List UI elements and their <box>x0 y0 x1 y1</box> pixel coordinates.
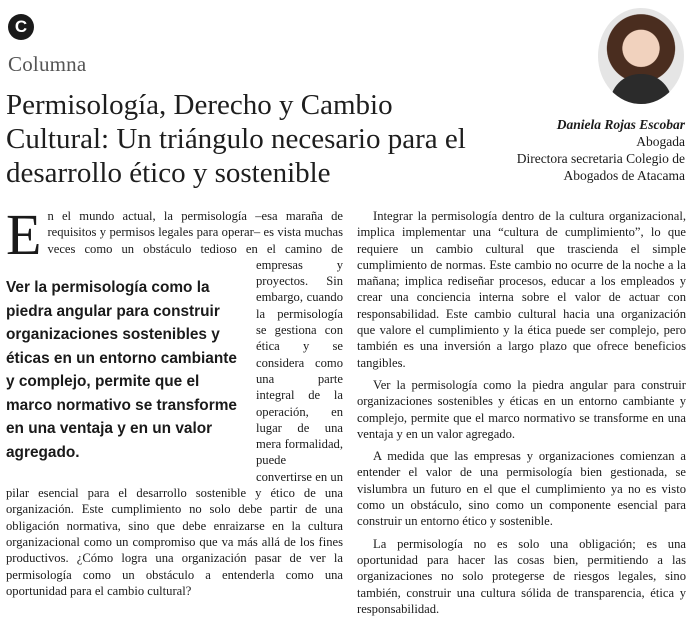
intro-paragraph: n el mundo actual, la permisología –esa maraña de requisitos y permisos legales para operar– es vista muchas veces como un obstáculo tedioso en el camino de empresas y proyectos. Sin embargo, cuando la permisología se gestiona con ética y se considera como una parte integral de la operación, en lugar de una mera formalidad, puede convertirse en un pilar esencial para el desarrollo sostenible y ético de una organización. Este cumplimiento no solo debe partir de una obligación normativa, sino que debe enraizarse en la cultura organizacional como un compromiso que va más allá de los fines productivos. ¿Cómo logra una organización pasar de ver la permisología como un obstáculo a entenderla como una oportunidad para el cambio cultural? <box>6 209 343 598</box>
drop-cap: E <box>6 202 42 267</box>
article-headline: Permisología, Derecho y Cambio Cultural: Un triángulo necesario para el desarrollo ético y sostenible <box>6 89 466 189</box>
pull-quote: Ver la permisología como la piedra angular para construir organizaciones sostenibles y éticas en un entorno cambiante y complejo, permite que el marco normativo se transforme en una ventaja y en un valor agregado. <box>6 279 237 461</box>
author-photo-shoulders <box>610 74 672 104</box>
body-paragraph-1: Integrar la permisología dentro de la cultura organizacional, implica implementar una “cultura de cumplimiento”, lo que requiere un cambio cultural que trascienda el simple cumplimiento de normas. Este cambio no ocurre de la noche a la mañana; implica rediseñar procesos, educar a los empleados y crear una conciencia interna sobre el valor de actuar con responsabilidad. Este cambio cultural hacia una organización que valore el cumplimiento y la ética puede ser complejo, pero también es una inversión a largo plazo que ofrece beneficios tangibles. <box>357 209 686 370</box>
author-photo <box>598 8 684 104</box>
author-name: Daniela Rojas Escobar <box>556 117 685 132</box>
author-position: Directora secretaria Colegio de Abogados de Atacama <box>516 151 685 183</box>
body-paragraph-4: La permisología no es solo una obligación; es una oportunidad para hacer las cosas bien, permitiendo a las organizaciones no solo protegerse de riesgos legales, sino también, construir una cultura sólida de transparencia, ética y responsabilidad. <box>357 536 686 616</box>
body-paragraph-2: Ver la permisología como la piedra angular para construir organizaciones sostenibles y éticas en un entorno cambiante y complejo, permite que el marco normativo se transforme en una ventaja y en un valor agregado. <box>357 377 686 441</box>
author-role: Abogada <box>636 134 685 149</box>
section-label: Columna <box>8 52 87 76</box>
author-block <box>515 116 685 184</box>
column-badge: C <box>8 14 34 40</box>
article-column-right <box>357 208 686 623</box>
article-column-left <box>6 202 343 598</box>
body-paragraph-3: A medida que las empresas y organizaciones comienzan a entender el valor de una permisología bien gestionada, se vislumbra un futuro en el que el cumplimiento ya no es visto como un obstáculo, sino como un componente esencial para construir un entorno ético y sostenible. <box>357 449 686 529</box>
